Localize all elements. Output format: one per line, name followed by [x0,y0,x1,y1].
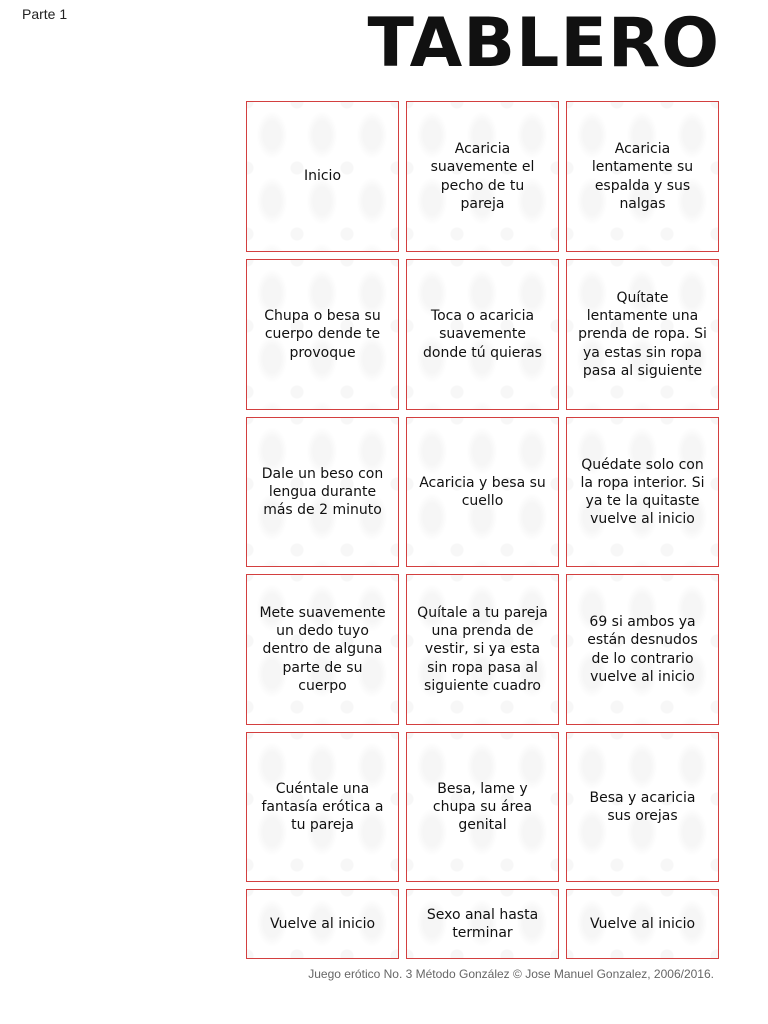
cell-text: Chupa o besa su cuerpo dende te provoque [264,308,381,361]
cell-text: Acaricia y besa su cuello [419,474,546,509]
cell-text: Vuelve al inicio [269,915,376,932]
board-cell [406,574,559,725]
page-title: TABLERO [367,4,720,83]
cell-text: Quítate lentamente una prenda de ropa. Si ya estas sin ropa pasa al siguiente [578,289,707,379]
board-cell [406,259,559,410]
board-cell [566,101,719,252]
footer-credit: Juego erótico No. 3 Método González © Jose Manuel Gonzalez, 2006/2016. [308,967,714,981]
board-cell [246,732,399,882]
part-label: Parte 1 [22,6,68,22]
board-cell [566,889,719,959]
cell-text: Cuéntale una fantasía erótica a tu pareja [261,780,384,834]
cell-text: Sexo anal hasta terminar [426,906,539,941]
board-cell [406,889,559,959]
board-cell [566,574,719,725]
cell-text: Acaricia lentamente su espalda y sus nalgas [591,141,694,212]
cell-text: Besa y acaricia sus orejas [589,789,696,824]
board-cell [566,259,719,410]
board-cell [246,574,399,725]
board-cell [246,417,399,567]
board-cell [246,259,399,410]
board-cell [406,417,559,567]
cell-text: Quítale a tu pareja una prenda de vestir, si ya esta sin ropa pasa al siguiente cuadro [417,604,548,694]
game-board [246,101,719,959]
cell-text: Quédate solo con la ropa interior. Si ya te la quitaste vuelve al inicio [580,456,705,528]
board-cell [566,417,719,567]
cell-text: Besa, lame y chupa su área genital [432,780,533,834]
cell-text: Inicio [303,168,342,185]
cell-text: Mete suavemente un dedo tuyo dentro de alguna parte de su cuerpo [259,604,386,694]
board-cell [246,101,399,252]
cell-text: Dale un beso con lengua durante más de 2 minuto [261,465,384,519]
board-cell [246,889,399,959]
board-cell [566,732,719,882]
cell-text: Vuelve al inicio [589,915,696,932]
cell-text: 69 si ambos ya están desnudos de lo contrario vuelve al inicio [587,614,698,685]
cell-text: Toca o acaricia suavemente donde tú quieras [423,308,542,361]
cell-text: Acaricia suavemente el pecho de tu pareja [430,141,535,212]
board-cell [406,732,559,882]
board-cell [406,101,559,252]
